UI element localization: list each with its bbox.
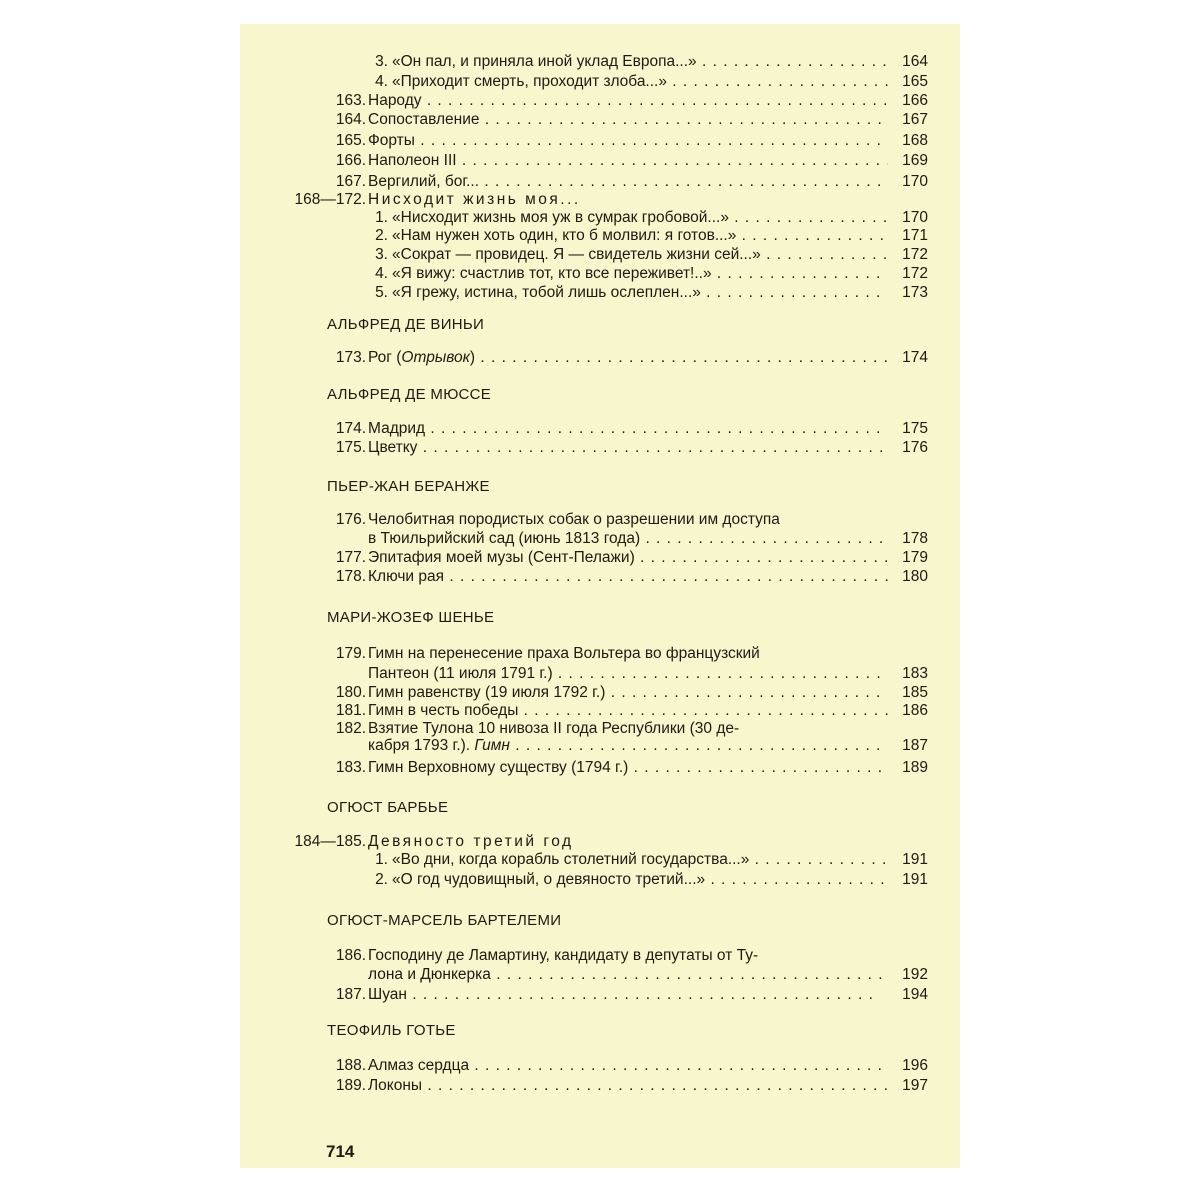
toc-entry	[240, 644, 960, 664]
entry-title: Рог (Отрывок) . .	[368, 348, 888, 368]
entry-page: 175	[902, 420, 928, 437]
entry-page: 168	[902, 132, 928, 149]
toc-entry-continuation	[240, 965, 960, 985]
toc-entry	[240, 946, 960, 966]
toc-entry	[240, 190, 960, 210]
entry-number: 167.	[335, 173, 366, 190]
entry-number: 180.	[335, 684, 366, 701]
toc-entry	[240, 283, 960, 303]
entry-page: 191	[902, 851, 928, 868]
entry-page: 179	[902, 549, 928, 566]
toc-entry	[240, 985, 960, 1005]
entry-page: 189	[902, 759, 928, 776]
entry-page: 185	[902, 684, 928, 701]
toc-entry	[240, 548, 960, 568]
entry-page: 197	[902, 1077, 928, 1094]
entry-number: 173.	[335, 349, 366, 366]
toc-entry	[240, 438, 960, 458]
entry-number: 184—185.	[294, 833, 366, 850]
author-heading: ОГЮСТ БАРБЬЕ	[327, 799, 449, 816]
entry-title: «Приходит смерть, проходит злоба...» . .	[392, 72, 888, 92]
entry-page: 192	[902, 966, 928, 983]
entry-page: 171	[902, 227, 928, 244]
entry-number: 4.	[375, 73, 388, 90]
entry-number: 1.	[375, 851, 388, 868]
entry-page: 164	[902, 53, 928, 70]
entry-title: Гимн на перенесение праха Вольтера во французский	[368, 645, 760, 662]
entry-title: Гимн в честь победы . .	[368, 701, 888, 721]
entry-title: Ключи рая . .	[368, 567, 888, 587]
entry-title: Эпитафия моей музы (Сент-Пелажи) . .	[368, 548, 888, 568]
entry-number: 165.	[335, 132, 366, 149]
entry-title: Народу . .	[368, 91, 888, 111]
entry-number: 183.	[335, 759, 366, 776]
entry-title: Пантеон (11 июля 1791 г.) . .	[368, 664, 888, 684]
entry-page: 172	[902, 246, 928, 263]
entry-number: 163.	[335, 92, 366, 109]
entry-title: Гимн Верховному существу (1794 г.) . .	[368, 758, 888, 778]
entry-page: 187	[902, 737, 928, 754]
entry-page: 183	[902, 665, 928, 682]
entry-page: 174	[902, 349, 928, 366]
entry-title: «Я вижу: счастлив тот, кто все переживет!..» . .	[392, 264, 888, 284]
entry-page: 186	[902, 702, 928, 719]
entry-number: 3.	[375, 246, 388, 263]
toc-entry	[240, 245, 960, 265]
entry-title: Вергилий, бог... . .	[368, 172, 888, 192]
entry-title: «Нисходит жизнь моя уж в сумрак гробовой...» . .	[392, 208, 888, 228]
entry-number: 186.	[335, 947, 366, 964]
toc-entry	[240, 208, 960, 228]
entry-page: 169	[902, 152, 928, 169]
entry-number: 168—172.	[294, 191, 366, 208]
entry-page: 180	[902, 568, 928, 585]
entry-number: 188.	[335, 1057, 366, 1074]
entry-title: Локоны . .	[368, 1076, 888, 1096]
entry-page: 194	[902, 986, 928, 1003]
entry-title: Цветку . .	[368, 438, 888, 458]
author-heading: АЛЬФРЕД ДЕ ВИНЬИ	[327, 316, 485, 333]
toc-entry	[240, 348, 960, 368]
author-heading: ПЬЕР-ЖАН БЕРАНЖЕ	[327, 478, 490, 495]
entry-number: 181.	[335, 702, 366, 719]
book-page	[240, 24, 960, 1168]
entry-number: 2.	[375, 227, 388, 244]
entry-title: Форты . .	[368, 131, 888, 151]
entry-title: Шуан . .	[368, 985, 888, 1005]
toc-entry	[240, 91, 960, 111]
entry-number: 176.	[335, 511, 366, 528]
entry-title: Нисходит жизнь моя...	[368, 191, 581, 208]
entry-number: 5.	[375, 284, 388, 301]
entry-number: 175.	[335, 439, 366, 456]
page-number: 714	[326, 1142, 355, 1161]
toc-entry	[240, 226, 960, 246]
entry-number: 189.	[335, 1077, 366, 1094]
entry-title: Девяносто третий год	[368, 833, 574, 850]
entry-page: 166	[902, 92, 928, 109]
toc-entry-continuation	[240, 529, 960, 549]
toc-entry	[240, 850, 960, 870]
entry-title: «Во дни, когда корабль столетний государства...» . .	[392, 850, 888, 870]
author-heading: АЛЬФРЕД ДЕ МЮССЕ	[327, 386, 492, 403]
entry-page: 167	[902, 111, 928, 128]
toc-entry	[240, 172, 960, 192]
toc-entry	[240, 832, 960, 852]
entry-page: 172	[902, 265, 928, 282]
entry-title: «Нам нужен хоть один, кто б молвил: я готов...» . .	[392, 226, 888, 246]
entry-page: 196	[902, 1057, 928, 1074]
toc-entry	[240, 151, 960, 171]
entry-title: лона и Дюнкерка . .	[368, 965, 888, 985]
entry-number: 182.	[335, 720, 366, 737]
entry-number: 3.	[375, 53, 388, 70]
toc-entry	[240, 1056, 960, 1076]
entry-page: 178	[902, 530, 928, 547]
entry-title: «Он пал, и приняла иной уклад Европа...» . .	[392, 52, 888, 72]
entry-title: Наполеон III . .	[368, 151, 888, 171]
toc-entry	[240, 683, 960, 703]
entry-number: 4.	[375, 265, 388, 282]
entry-title: в Тюильрийский сад (июнь 1813 года) . .	[368, 529, 888, 549]
toc-entry	[240, 110, 960, 130]
toc-entry	[240, 72, 960, 92]
entry-number: 2.	[375, 871, 388, 888]
toc-entry-continuation	[240, 664, 960, 684]
entry-number: 179.	[335, 645, 366, 662]
entry-title: Господину де Ламартину, кандидату в депутаты от Ту-	[368, 947, 759, 964]
entry-number: 1.	[375, 209, 388, 226]
entry-page: 165	[902, 73, 928, 90]
toc-entry	[240, 1076, 960, 1096]
entry-number: 174.	[335, 420, 366, 437]
entry-page: 173	[902, 284, 928, 301]
entry-title: Взятие Тулона 10 нивоза II года Республики (30 де-	[368, 720, 740, 737]
entry-page: 170	[902, 209, 928, 226]
author-heading: ТЕОФИЛЬ ГОТЬЕ	[327, 1022, 456, 1039]
toc-entry	[240, 870, 960, 890]
entry-title: «Сократ — провидец. Я — свидетель жизни сей...» . .	[392, 245, 888, 265]
toc-entry	[240, 701, 960, 721]
toc-entry-continuation	[240, 736, 960, 756]
entry-title: Сопоставление . .	[368, 110, 888, 130]
toc-entry	[240, 758, 960, 778]
toc-entry	[240, 52, 960, 72]
toc-entry	[240, 264, 960, 284]
toc-entry	[240, 567, 960, 587]
author-heading: ОГЮСТ-МАРСЕЛЬ БАРТЕЛЕМИ	[327, 912, 562, 929]
entry-page: 176	[902, 439, 928, 456]
entry-number: 177.	[335, 549, 366, 566]
entry-title: Алмаз сердца . .	[368, 1056, 888, 1076]
entry-number: 164.	[335, 111, 366, 128]
entry-title: «О год чудовищный, о девяносто третий...» . .	[392, 870, 888, 890]
entry-title: Гимн равенству (19 июля 1792 г.) . .	[368, 683, 888, 703]
entry-page: 191	[902, 871, 928, 888]
entry-number: 166.	[335, 152, 366, 169]
toc-entry	[240, 131, 960, 151]
entry-title: Мадрид . .	[368, 419, 888, 439]
author-heading: МАРИ-ЖОЗЕФ ШЕНЬЕ	[327, 609, 495, 626]
entry-number: 178.	[335, 568, 366, 585]
entry-number: 187.	[335, 986, 366, 1003]
toc-entry	[240, 419, 960, 439]
entry-title: Челобитная породистых собак о разрешении им доступа	[368, 511, 780, 528]
entry-title: кабря 1793 г.). Гимн . .	[368, 736, 888, 756]
entry-title: «Я грежу, истина, тобой лишь ослеплен...» . .	[392, 283, 888, 303]
toc-entry	[240, 510, 960, 530]
entry-page: 170	[902, 173, 928, 190]
